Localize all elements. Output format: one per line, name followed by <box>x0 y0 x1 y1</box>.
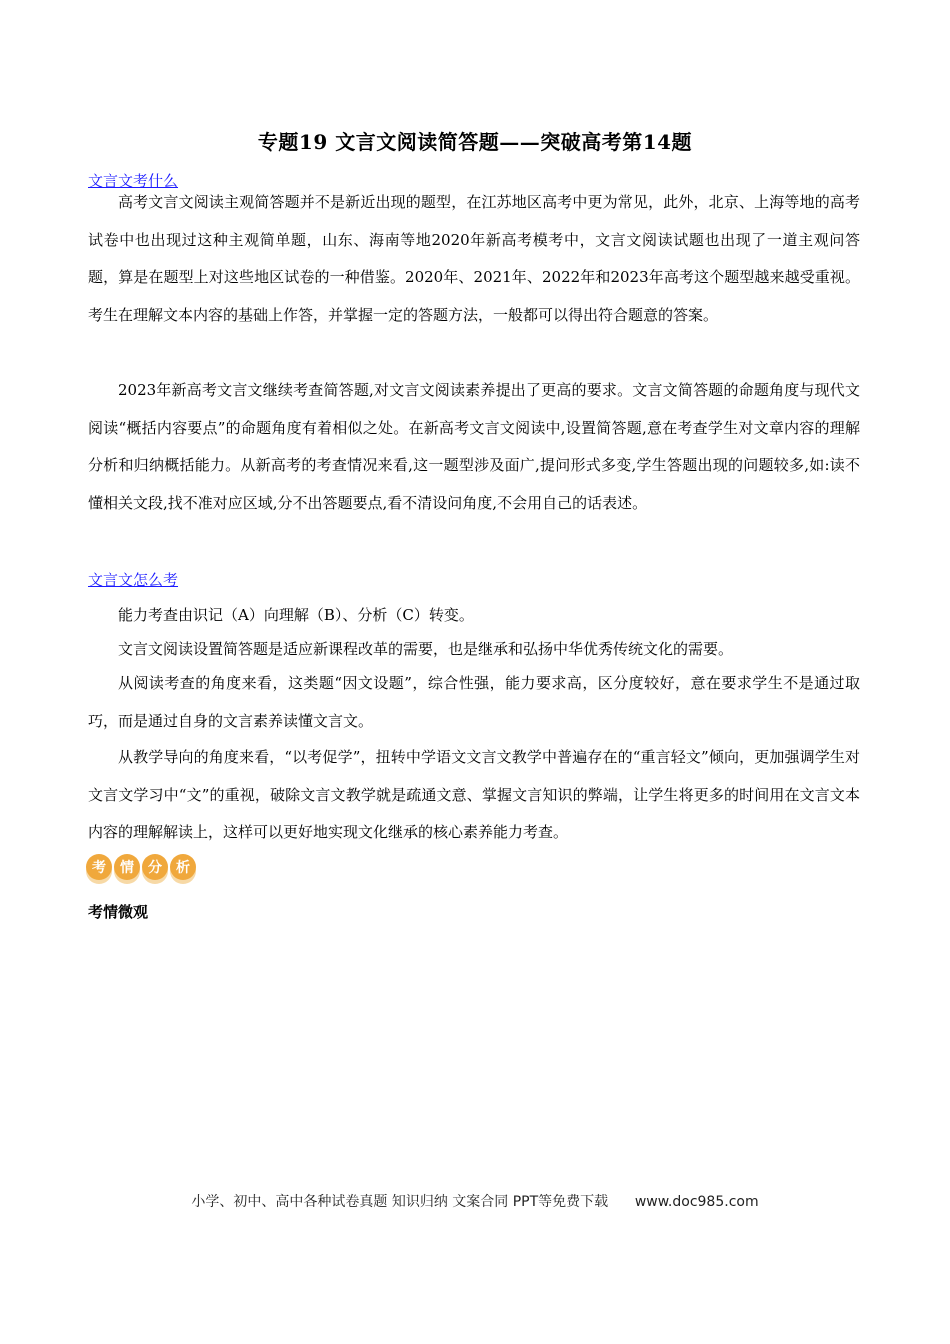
subheading: 考情微观 <box>88 903 149 921</box>
badge-char: 情 <box>114 854 140 880</box>
paragraph-2023: 2023年新高考文言文继续考查简答题,对文言文阅读素养提出了更高的要求。文言文简答题的命题角度与现代文阅读“概括内容要点”的命题角度有着相似之处。在新高考文言文阅读中,设置简答题,意在考查学生对文章内容的理解分析和归纳概括能力。从新高考的考查情况来看,这一题型涉及面广,提问形式多变,学生答题出现的问题较多,如:读不懂相关文段,找不准对应区域,分不出答题要点,看不清设问角度,不会用自己的话表述。 <box>88 381 860 512</box>
badge-char: 析 <box>170 854 196 880</box>
reform-line: 文言文阅读设置简答题是适应新课程改革的需要，也是继承和弘扬中华优秀传统文化的需要。 <box>118 640 734 658</box>
paragraph-teaching-angle: 从教学导向的角度来看，“以考促学”，扭转中学语文文言文教学中普遍存在的“重言轻文”倾向，更加强调学生对文言文学习中“文”的重视，破除文言文教学就是疏通文意、掌握文言知识的弊端，让学生将更多的时间用在文言文本内容的理解解读上，这样可以更好地实现文化继承的核心素养能力考查。 <box>88 748 860 842</box>
paragraph-reading-angle: 从阅读考查的角度来看，这类题“因文设题”，综合性强，能力要求高，区分度较好，意在要求学生不是通过取巧，而是通过自身的文言素养读懂文言文。 <box>88 674 860 730</box>
badge-char: 考 <box>86 854 112 880</box>
badge-char: 分 <box>142 854 168 880</box>
paragraph-intro: 高考文言文阅读主观简答题并不是新近出现的题型，在江苏地区高考中更为常见，此外，北京、上海等地的高考试卷中也出现过这种主观简单题，山东、海南等地2020年新高考模考中，文言文阅读试题也出现了一道主观问答题，算是在题型上对这些地区试卷的一种借鉴。2020年、2021年、2022年和2023年高考这个题型越来越受重视。考生在理解文本内容的基础上作答，并掌握一定的答题方法，一般都可以得出符合题意的答案。 <box>88 193 860 324</box>
ability-line: 能力考查由识记（A）向理解（B）、分析（C）转变。 <box>118 606 474 624</box>
page-title: 专题19 文言文阅读简答题——突破高考第14题 <box>257 130 693 154</box>
analysis-badge <box>86 852 196 886</box>
section-link-what[interactable]: 文言文考什么 <box>88 172 179 190</box>
section-link-how[interactable]: 文言文怎么考 <box>88 571 179 589</box>
page-footer: 小学、初中、高中各种试卷真题 知识归纳 文案合同 PPT等免费下载 www.doc985.com <box>191 1194 759 1210</box>
